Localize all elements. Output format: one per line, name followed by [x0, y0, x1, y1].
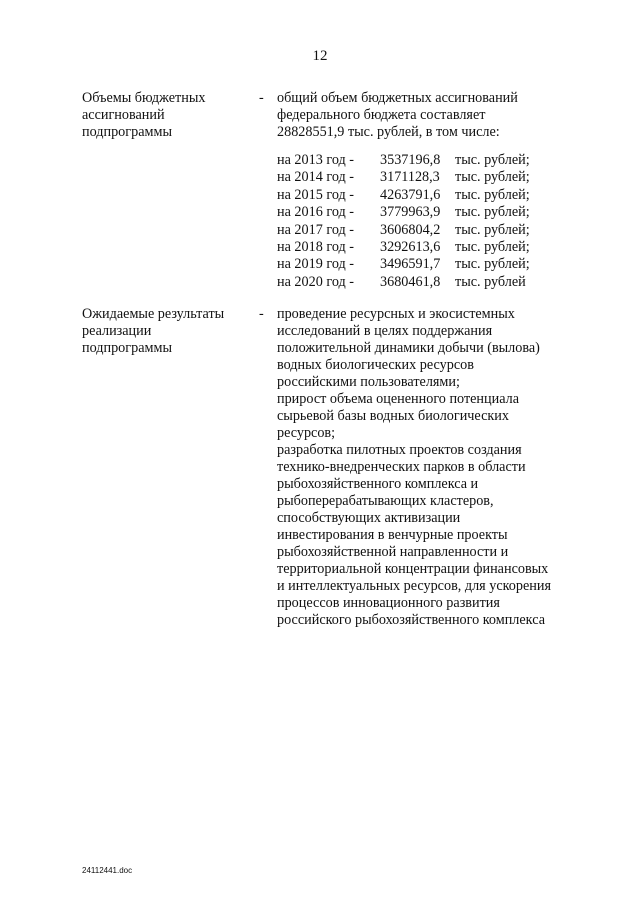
budget-row-value: 3171128,3	[380, 169, 440, 186]
results-line: рыбохозяйственного комплекса и	[277, 476, 479, 492]
budget-dash: -	[259, 90, 264, 106]
budget-row	[277, 152, 530, 169]
budget-row-value: 3292613,6	[380, 239, 441, 256]
results-dash: -	[259, 306, 264, 322]
budget-row-year: на 2020 год -	[277, 273, 354, 290]
budget-label-line: подпрограммы	[82, 124, 172, 140]
budget-row-value: 3496591,7	[380, 256, 441, 273]
budget-intro	[277, 90, 518, 141]
budget-row-year: на 2013 год -	[277, 152, 354, 168]
budget-row	[277, 187, 530, 204]
results-line: положительной динамики добычи (вылова)	[277, 340, 540, 356]
budget-row	[277, 169, 530, 186]
results-line: рыбохозяйственной направленности и	[277, 544, 509, 560]
document-filename: 24112441.doc	[82, 866, 133, 875]
results-text	[277, 306, 551, 629]
budget-intro-line: федерального бюджета составляет	[277, 107, 486, 123]
budget-row-year: на 2017 год -	[277, 221, 354, 238]
budget-row-year: на 2014 год -	[277, 169, 354, 186]
budget-year-table	[277, 152, 530, 291]
results-line: российскими пользователями;	[277, 374, 460, 390]
results-label-line: реализации	[82, 323, 152, 339]
budget-row	[277, 222, 530, 239]
results-line: территориальной концентрации финансовых	[277, 561, 549, 577]
results-line: ресурсов;	[277, 425, 336, 441]
results-label-line: Ожидаемые результаты	[82, 306, 225, 322]
budget-row-value: 3606804,2	[380, 221, 441, 238]
budget-row	[277, 204, 530, 221]
budget-label-line: Объемы бюджетных	[82, 90, 206, 106]
results-line: инвестирования в венчурные проекты	[277, 527, 508, 543]
budget-row-unit: тыс. рублей;	[455, 256, 530, 273]
results-line: технико-внедренческих парков в области	[277, 459, 526, 475]
results-line: сырьевой базы водных биологических	[277, 408, 509, 424]
budget-label	[82, 90, 252, 141]
budget-row	[277, 274, 530, 291]
budget-row-value: 4263791,6	[380, 186, 441, 203]
budget-row-year: на 2015 год -	[277, 186, 354, 203]
budget-row-value: 3537196,8	[380, 152, 441, 168]
results-label	[82, 306, 252, 357]
results-line: проведение ресурсных и экосистемных	[277, 306, 515, 322]
budget-row	[277, 256, 530, 273]
results-line: прирост объема оцененного потенциала	[277, 391, 520, 407]
budget-row-unit: тыс. рублей;	[455, 152, 530, 168]
budget-row-year: на 2019 год -	[277, 256, 354, 273]
results-line: российского рыбохозяйственного комплекса	[277, 612, 545, 628]
budget-row-year: на 2016 год -	[277, 204, 354, 221]
budget-row-unit: тыс. рублей;	[455, 169, 530, 186]
budget-row	[277, 239, 530, 256]
budget-intro-line: общий объем бюджетных ассигнований	[277, 90, 518, 106]
results-line: и интеллектуальных ресурсов, для ускорения	[277, 578, 551, 594]
budget-row-value: 3779963,9	[380, 204, 441, 221]
budget-row-unit: тыс. рублей	[455, 273, 526, 290]
budget-row-year: на 2018 год -	[277, 239, 354, 256]
budget-row-unit: тыс. рублей;	[455, 186, 530, 203]
results-line: водных биологических ресурсов	[277, 357, 474, 373]
page-number: 12	[312, 48, 328, 64]
budget-row-unit: тыс. рублей;	[455, 221, 530, 238]
budget-row-unit: тыс. рублей;	[455, 204, 530, 221]
results-line: рыбоперерабатывающих кластеров,	[277, 493, 494, 509]
budget-intro-line: 28828551,9 тыс. рублей, в том числе:	[277, 124, 500, 140]
results-line: процессов инновационного развития	[277, 595, 500, 611]
results-label-line: подпрограммы	[82, 340, 172, 356]
results-line: исследований в целях поддержания	[277, 323, 493, 339]
budget-label-line: ассигнований	[82, 107, 165, 123]
budget-row-value: 3680461,8	[380, 273, 441, 290]
budget-row-unit: тыс. рублей;	[455, 239, 530, 256]
results-line: разработка пилотных проектов создания	[277, 442, 522, 458]
results-line: способствующих активизации	[277, 510, 461, 526]
